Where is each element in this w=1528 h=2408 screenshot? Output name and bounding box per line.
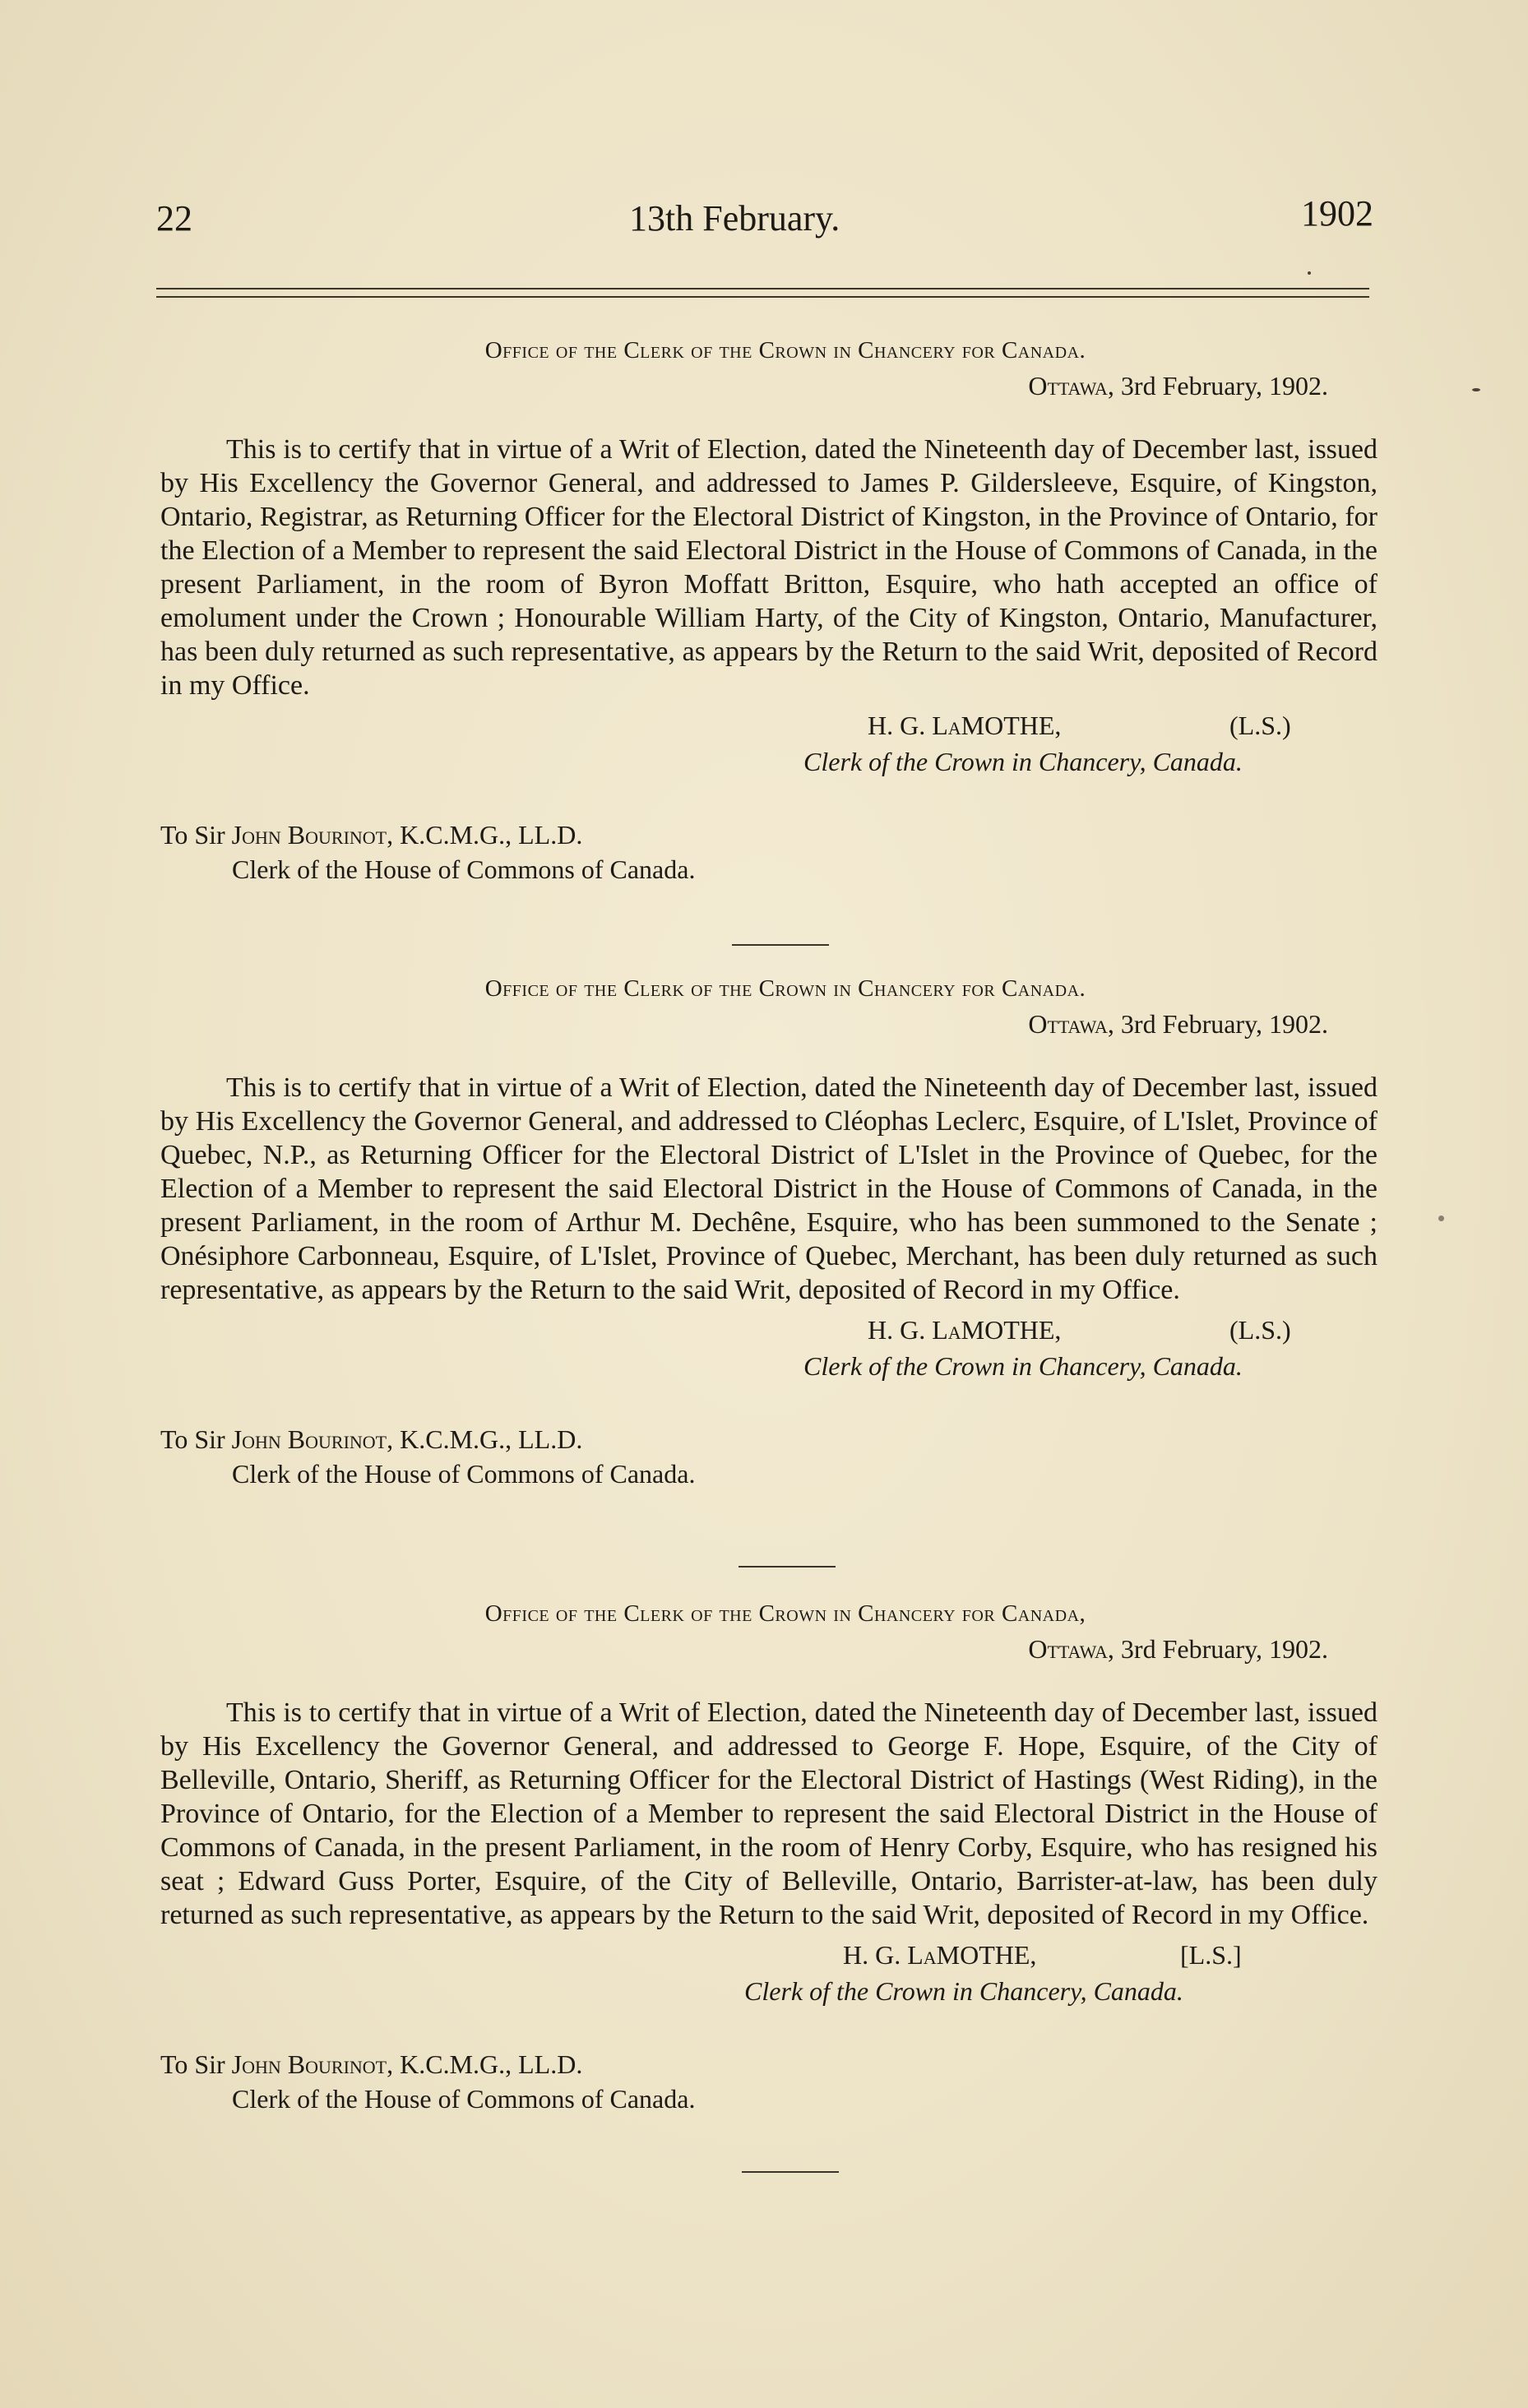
addressee-honours: , K.C.M.G., LL.D.: [387, 1424, 583, 1454]
header-year: 1902: [1301, 193, 1373, 234]
office-heading: Office of the Clerk of the Crown in Chancery for Canada.: [484, 337, 1086, 364]
certificate-body: This is to certify that in virtue of a Writ of Election, dated the Nineteenth day of December last, issued by His Excellency the Governor General, and addressed to George F. Hope, Esquire, of the City of Belleville, Ontario, Sheriff, as Returning Officer for the Electoral District of Hastings (West Riding), in the Province of Ontario, for the Election of a Member to represent the said Electoral District in the House of Commons of Canada, in the present Parliament, in the room of Henry Corby, Esquire, who has resigned his seat ; Edward Guss Porter, Esquire, of the City of Belleville, Ontario, Barrister-at-law, has been duly returned as such representative, as appears by the Return to the said Writ, deposited of Record in my Office.: [160, 1697, 1378, 1930]
paper-speck: [1438, 1216, 1444, 1221]
addressee-name: John Bourinot: [231, 2049, 387, 2079]
election-notice: [160, 975, 1378, 1491]
dateline: [160, 1009, 1378, 1040]
addressee-block: [160, 817, 1378, 887]
dateline-city: Ottawa,: [1028, 371, 1114, 401]
section-divider: [732, 944, 829, 946]
dateline: [160, 1634, 1378, 1665]
addressee-title: Clerk of the House of Commons of Canada.: [232, 2084, 696, 2114]
signature-block: [160, 1940, 1378, 2012]
header-double-rule: [156, 288, 1369, 298]
addressee-line: [160, 817, 1378, 852]
page-header: [156, 193, 1373, 255]
header-date: 13th February.: [629, 198, 840, 238]
paper-speck: [1308, 271, 1311, 275]
signer-name: [868, 1315, 1061, 1345]
addressee-prefix: To Sir: [160, 1424, 225, 1454]
addressee-line: [160, 2047, 1378, 2082]
addressee-title: Clerk of the House of Commons of Canada.: [232, 1459, 696, 1489]
election-notice: [160, 337, 1378, 887]
addressee-name: John Bourinot: [231, 820, 387, 850]
addressee-prefix: To Sir: [160, 820, 225, 850]
section-divider: [742, 2171, 839, 2173]
signature-block: [160, 1315, 1378, 1387]
dateline-city: Ottawa,: [1028, 1634, 1114, 1664]
dateline-date: 3rd February, 1902.: [1120, 1634, 1328, 1664]
addressee-block: [160, 2047, 1378, 2116]
addressee-name: John Bourinot: [231, 1424, 387, 1454]
dateline-date: 3rd February, 1902.: [1120, 371, 1328, 401]
seal-mark: (L.S.): [1229, 711, 1291, 740]
signer-initials: H. G.: [843, 1940, 901, 1970]
dateline-date: 3rd February, 1902.: [1120, 1009, 1328, 1039]
page-number: 22: [156, 198, 192, 238]
certificate-body: This is to certify that in virtue of a Writ of Election, dated the Nineteenth day of December last, issued by His Excellency the Governor General, and addressed to Cléophas Leclerc, Esquire, of L'Islet, Province of Quebec, N.P., as Returning Officer for the Electoral District of L'Islet in the Province of Quebec, for the Election of a Member to represent the said Electoral District in the House of Commons of Canada, in the present Parliament, in the room of Arthur M. Dechêne, Esquire, who has been summoned to the Senate ; Onésiphore Carbonneau, Esquire, of L'Islet, Province of Quebec, Merchant, has been duly returned as such representative, as appears by the Return to the said Writ, deposited of Record in my Office.: [160, 1072, 1378, 1305]
signer-title: Clerk of the Crown in Chancery, Canada.: [803, 1351, 1243, 1381]
signer-surname: LaMOTHE,: [932, 711, 1062, 740]
certificate-body: This is to certify that in virtue of a Writ of Election, dated the Nineteenth day of December last, issued by His Excellency the Governor General, and addressed to James P. Gildersleeve, Esquire, of Kingston, Ontario, Registrar, as Returning Officer for the Electoral District of Kingston, in the Province of Ontario, for the Election of a Member to represent the said Electoral District in the House of Commons of Canada, in the present Parliament, in the room of Byron Moffatt Britton, Esquire, who hath accepted an office of emolument under the Crown ; Honourable William Harty, of the City of Kingston, Ontario, Manufacturer, has been duly returned as such representative, as appears by the Return to the said Writ, deposited of Record in my Office.: [160, 434, 1378, 701]
addressee-line: [160, 1422, 1378, 1456]
signer-name: [843, 1940, 1036, 1970]
signer-surname: LaMOTHE,: [907, 1940, 1037, 1970]
office-heading: Office of the Clerk of the Crown in Chancery for Canada,: [484, 1600, 1086, 1627]
addressee-honours: , K.C.M.G., LL.D.: [387, 820, 583, 850]
signer-title: Clerk of the Crown in Chancery, Canada.: [803, 747, 1243, 776]
addressee-title: Clerk of the House of Commons of Canada.: [232, 854, 696, 884]
section-divider: [739, 1566, 836, 1568]
election-notice: [160, 1600, 1378, 2116]
signer-initials: H. G.: [868, 1315, 926, 1345]
addressee-block: [160, 1422, 1378, 1491]
signature-block: [160, 711, 1378, 783]
dateline: [160, 371, 1378, 401]
addressee-prefix: To Sir: [160, 2049, 225, 2079]
signer-title: Clerk of the Crown in Chancery, Canada.: [744, 1976, 1183, 2006]
paper-speck: [1472, 388, 1480, 391]
seal-mark: [L.S.]: [1180, 1940, 1242, 1970]
seal-mark: (L.S.): [1229, 1315, 1291, 1345]
office-heading: Office of the Clerk of the Crown in Chancery for Canada.: [484, 975, 1086, 1002]
addressee-honours: , K.C.M.G., LL.D.: [387, 2049, 583, 2079]
signer-name: [868, 711, 1061, 741]
signer-surname: LaMOTHE,: [932, 1315, 1062, 1345]
signer-initials: H. G.: [868, 711, 926, 740]
dateline-city: Ottawa,: [1028, 1009, 1114, 1039]
